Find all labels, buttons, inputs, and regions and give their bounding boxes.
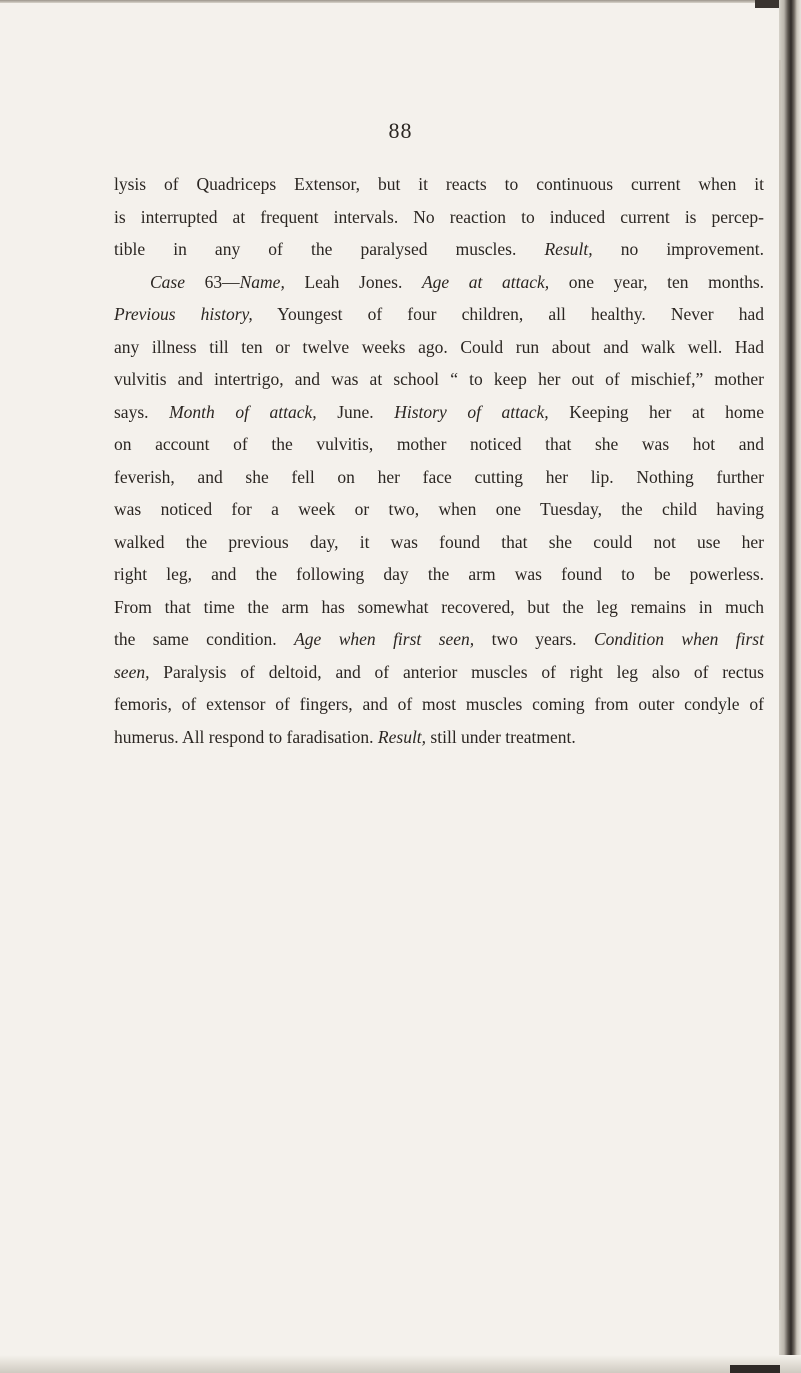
- text-run: humerus. All respond to faradisation.: [114, 726, 378, 747]
- text-run: feverish, and she fell on her face cutting her lip. Nothing further: [114, 466, 764, 487]
- italic-heading: History of attack,: [394, 401, 549, 422]
- text-line: [114, 363, 764, 396]
- body-text: [114, 168, 764, 753]
- text-line: [114, 168, 764, 201]
- text-run: no improvement.: [592, 239, 765, 259]
- italic-heading: Previous history,: [114, 304, 253, 324]
- italic-heading: Age when first seen,: [294, 629, 475, 649]
- text-run: Keeping her at home: [548, 401, 765, 422]
- italic-heading: Name,: [239, 271, 285, 292]
- text-run: one year, ten months.: [549, 271, 764, 292]
- text-line: [114, 461, 764, 494]
- text-line: [114, 331, 764, 364]
- text-run: From that time the arm has somewhat recovered, but the leg remains in much: [114, 596, 764, 617]
- text-line: [114, 591, 764, 624]
- text-line: [114, 526, 764, 559]
- text-line: [114, 558, 764, 591]
- text-run: Paralysis of deltoid, and of anterior muscles of right leg also of rectus: [149, 661, 764, 682]
- book-binding-edge: [779, 0, 801, 1373]
- text-run: walked the previous day, it was found that she could not use her: [114, 531, 764, 552]
- text-run: Youngest of four children, all healthy. Never had: [252, 304, 764, 324]
- text-run: two years.: [474, 629, 594, 649]
- text-run: June.: [316, 401, 395, 422]
- text-run: lysis of Quadriceps Extensor, but it reacts to continuous current when it: [114, 174, 764, 194]
- binding-crease: [779, 60, 781, 1310]
- text-line: [114, 266, 764, 299]
- text-line: [114, 721, 764, 754]
- page-number: 88: [388, 118, 413, 143]
- italic-heading: Condition when first: [593, 629, 764, 649]
- text-line: [114, 623, 764, 656]
- text-run: on account of the vulvitis, mother noticed that she was hot and: [114, 434, 764, 454]
- text-run: any illness till ten or twelve weeks ago. Could run about and walk well. Had: [114, 336, 764, 357]
- text-line: [114, 656, 764, 689]
- text-line: [114, 493, 764, 526]
- text-line: [114, 688, 764, 721]
- page-bottom-shadow: [730, 1365, 780, 1373]
- italic-heading: seen,: [114, 661, 150, 682]
- italic-heading: Age at attack,: [421, 271, 550, 292]
- italic-heading: Case: [150, 271, 185, 292]
- italic-heading: Month of attack,: [169, 401, 317, 422]
- text-line: [114, 428, 764, 461]
- text-run: is interrupted at frequent intervals. No reaction to induced current is percep-: [114, 206, 764, 227]
- text-run: says.: [114, 401, 170, 422]
- text-run: vulvitis and intertrigo, and was at school “ to keep her out of mischief,” mother: [114, 369, 764, 389]
- text-line: [114, 233, 764, 266]
- text-run: Leah Jones.: [284, 271, 422, 292]
- text-run: 63—: [185, 271, 240, 292]
- italic-heading: Result,: [544, 239, 593, 259]
- text-run: tible in any of the paralysed muscles.: [114, 239, 545, 259]
- text-line: [114, 298, 764, 331]
- italic-heading: Result,: [377, 726, 427, 747]
- text-run: was noticed for a week or two, when one Tuesday, the child having: [114, 499, 764, 519]
- text-line: [114, 201, 764, 234]
- text-run: the same condition.: [114, 629, 295, 649]
- text-run: still under treatment.: [426, 726, 576, 747]
- text-run: right leg, and the following day the arm was found to be powerless.: [114, 564, 764, 584]
- text-run: femoris, of extensor of fingers, and of most muscles coming from outer condyle of: [114, 694, 764, 714]
- text-line: [114, 396, 764, 429]
- page-top-edge: [0, 0, 760, 3]
- page-bottom-edge: [0, 1355, 801, 1373]
